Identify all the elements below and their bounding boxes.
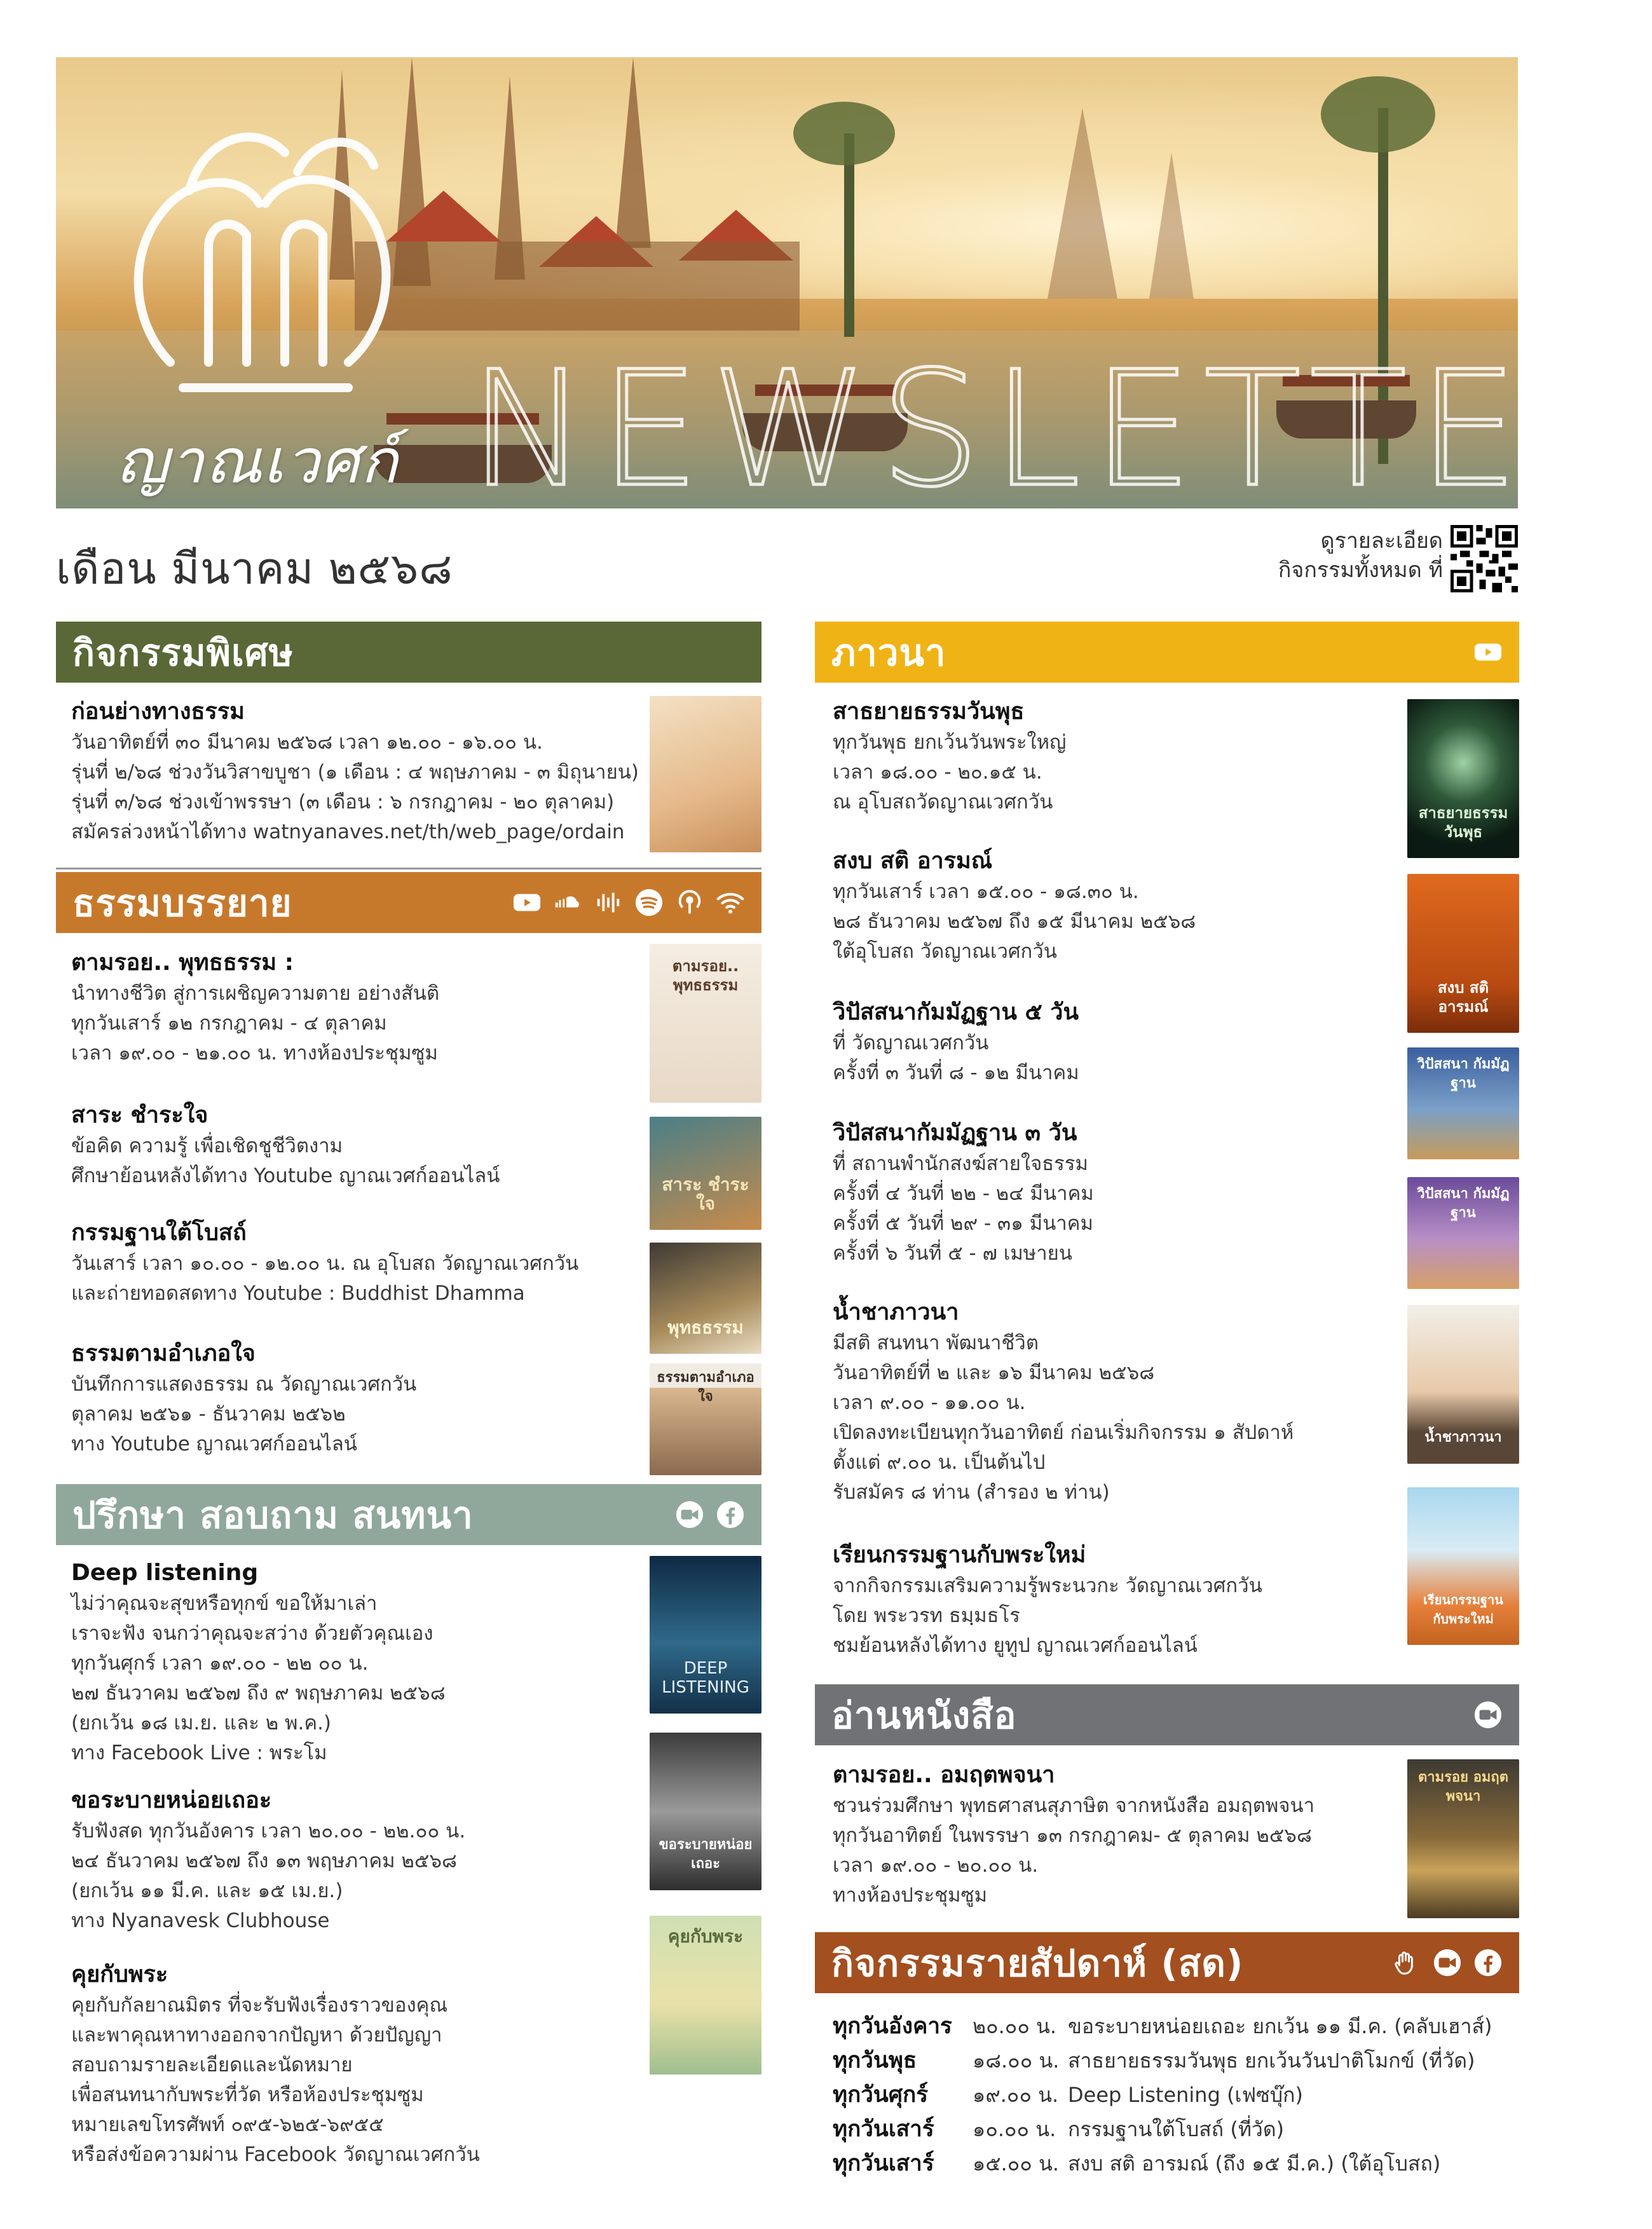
poster-thumbnail[interactable] [650, 1117, 761, 1230]
issue-month: เดือน มีนาคม ๒๕๖๘ [56, 544, 453, 594]
section-title-consult: ปรึกษา สอบถาม สนทนา [72, 1493, 474, 1537]
activity-item [833, 997, 1079, 1088]
logo-wordmark: ญาณเวศก์ [116, 426, 399, 497]
podcast-icon[interactable] [675, 888, 704, 917]
schedule-time: ๑๐.๐๐ น. [973, 2117, 1056, 2141]
item-line: ที่ วัดญาณเวศกวัน [833, 1032, 989, 1054]
poster-thumbnail[interactable] [1407, 1487, 1519, 1645]
item-line: ใต้อุโบสถ วัดญาณเวศกวัน [833, 940, 1057, 963]
item-title: วิปัสสนากัมมัฏฐาน ๕ วัน [833, 999, 1079, 1025]
item-line: ตุลาคม ๒๕๖๑ - ธันวาคม ๒๕๖๒ [71, 1403, 346, 1426]
item-line: คุยกับกัลยาณมิตร ที่จะรับฟังเรื่องราวของคุณ [71, 1994, 448, 2017]
activity-item [71, 1959, 480, 2170]
schedule-row [833, 2146, 1519, 2180]
schedule-activity: Deep Listening (เฟซบุ๊ก) [1068, 2083, 1304, 2107]
item-line: ไม่ว่าคุณจะสุขหรือทุกข์ ขอให้มาเล่า [71, 1592, 378, 1615]
item-line: เวลา ๑๙.๐๐ - ๒๑.๐๐ น. ทางห้องประชุมซูม [71, 1042, 438, 1065]
item-line: ทุกวันเสาร์ ๑๒ กรกฎาคม - ๔ ตุลาคม [71, 1012, 387, 1035]
item-line: เวลา ๑๙.๐๐ - ๒๐.๐๐ น. [833, 1854, 1039, 1877]
section-title-weekly: กิจกรรมรายสัปดาห์ (สด) [831, 1941, 1244, 1985]
item-title: ธรรมตามอำเภอใจ [71, 1340, 256, 1367]
item-title: Deep listening [71, 1560, 259, 1586]
item-line: เพื่อสนทนากับพระที่วัด หรือห้องประชุมซูม [71, 2083, 424, 2106]
schedule-day: ทุกวันพุธ [833, 2048, 917, 2073]
item-line: ทุกวันอาทิตย์ ในพรรษา ๑๓ กรกฎาคม- ๕ ตุลาคม ๒๕๖๘ [833, 1824, 1312, 1847]
poster-label: สาระ ชำระใจ [662, 1174, 749, 1214]
item-title: เรียนกรรมฐานกับพระใหม่ [833, 1542, 1086, 1568]
activity-item [833, 1539, 1262, 1661]
item-line: เราจะฟัง จนกว่าคุณจะสว่าง ด้วยตัวคุณเอง [71, 1622, 433, 1645]
soundcloud-icon[interactable] [553, 888, 582, 917]
poster-thumbnail[interactable] [650, 1556, 761, 1714]
item-title: สาระ ชำระใจ [71, 1102, 208, 1128]
poster-label: วิปัสสนา กัมมัฏฐาน [1417, 1056, 1510, 1091]
schedule-day: ทุกวันเสาร์ [833, 2151, 934, 2176]
poster-thumbnail[interactable] [650, 1243, 761, 1354]
item-title: น้ำชาภาวนา [833, 1299, 959, 1325]
schedule-time: ๑๘.๐๐ น. [973, 2048, 1060, 2073]
poster-thumbnail[interactable] [1407, 1305, 1519, 1464]
item-line: วันเสาร์ เวลา ๑๐.๐๐ - ๑๒.๐๐ น. ณ อุโบสถ วัดญาณเวศกวัน [71, 1252, 579, 1275]
poster-thumbnail[interactable] [650, 696, 761, 852]
poster-thumbnail[interactable] [650, 1916, 761, 2075]
schedule-activity: สาธยายธรรมวันพุธ ยกเว้นวันปาติโมกข์ (ที่วัด) [1068, 2048, 1475, 2073]
wifi-icon[interactable] [716, 888, 745, 917]
item-line: ที่ สถานพำนักสงฆ์สายใจธรรม [833, 1152, 1088, 1175]
weekly-schedule [833, 2008, 1519, 2180]
activity-item [71, 1100, 500, 1191]
poster-label: สงบ สติ อารมณ์ [1437, 979, 1489, 1016]
item-line: ทาง Facebook Live : พระโม [71, 1742, 327, 1764]
poster-thumbnail[interactable] [1407, 874, 1519, 1033]
item-line: ครั้งที่ ๖ วันที่ ๕ - ๗ เมษายน [833, 1242, 1072, 1265]
schedule-time: ๑๕.๐๐ น. [973, 2151, 1059, 2176]
schedule-activity: กรรมฐานใต้โบสถ์ (ที่วัด) [1068, 2117, 1285, 2141]
item-line: ๒๗ ธันวาคม ๒๕๖๗ ถึง ๙ พฤษภาคม ๒๕๖๘ [71, 1682, 446, 1705]
poster-thumbnail[interactable] [650, 944, 761, 1103]
palm-leaves [793, 102, 895, 165]
item-line: หมายเลขโทรศัพท์ ๐๙๕-๖๒๕-๖๙๕๕ [71, 2113, 384, 2136]
item-line: ชวนร่วมศึกษา พุทธศาสนสุภาษิต จากหนังสือ อมฤตพจนา [833, 1794, 1315, 1817]
poster-label: คุยกับพระ [667, 1926, 744, 1947]
youtube-icon[interactable] [512, 888, 542, 917]
channel-icons [512, 872, 745, 933]
item-line: และพาคุณหาทางออกจากปัญหา ด้วยปัญญา [71, 2024, 442, 2047]
section-title-special: กิจกรรมพิเศษ [72, 631, 294, 674]
activity-item [833, 696, 1066, 817]
activity-item [71, 947, 439, 1068]
video-camera-icon[interactable] [1433, 1948, 1462, 1977]
item-line: เวลา ๙.๐๐ - ๑๑.๐๐ น. [833, 1391, 1026, 1414]
schedule-day: ทุกวันเสาร์ [833, 2117, 934, 2142]
item-line: เวลา ๑๘.๐๐ - ๒๐.๑๕ น. [833, 761, 1042, 784]
item-line: สอบถามรายละเอียดและนัดหมาย [71, 2054, 353, 2076]
poster-label: สาธยายธรรม วันพุธ [1418, 804, 1508, 841]
item-line: วันอาทิตย์ที่ ๒ และ ๑๖ มีนาคม ๒๕๖๘ [833, 1361, 1155, 1384]
item-line: ณ อุโบสถวัดญาณเวศกวัน [833, 791, 1053, 814]
newsletter-banner [56, 57, 1652, 522]
item-line: ครั้งที่ ๔ วันที่ ๒๒ - ๒๔ มีนาคม [833, 1182, 1094, 1205]
activity-item [71, 1785, 465, 1936]
item-line: โดย พระวรท ธมฺมธโร [833, 1604, 1020, 1627]
item-line: ทุกวันศุกร์ เวลา ๑๙.๐๐ - ๒๒ ๐๐ น. [71, 1652, 369, 1675]
activity-item [833, 1759, 1314, 1911]
section-header-dhamma-talks [56, 872, 761, 933]
schedule-row [833, 2043, 1519, 2077]
item-line: (ยกเว้น ๑๑ มี.ค. และ ๑๕ เม.ย.) [71, 1879, 343, 1902]
poster-thumbnail[interactable] [1407, 1759, 1519, 1918]
item-line: รับฟังสด ทุกวันอังคาร เวลา ๒๐.๐๐ - ๒๒.๐๐ น. [71, 1820, 466, 1843]
item-line: มีสติ สนทนา พัฒนาชีวิต [833, 1332, 1039, 1354]
item-title: กรรมฐานใต้โบสถ์ [71, 1220, 247, 1246]
item-line: เปิดลงทะเบียนทุกวันอาทิตย์ ก่อนเริ่มกิจกรรม ๑ สัปดาห์ [833, 1421, 1294, 1444]
poster-label: ตามรอย.. พุทธธรรม [672, 957, 739, 994]
schedule-time: ๒๐.๐๐ น. [973, 2014, 1057, 2038]
podcast-wave-icon[interactable] [594, 888, 623, 917]
item-line: สมัครล่วงหน้าได้ทาง watnyanaves.net/th/web_page/ordain [71, 821, 625, 843]
activity-item [71, 1557, 446, 1768]
item-line: รุ่นที่ ๒/๖๘ ช่วงวันวิสาขบูชา (๑ เดือน : ๔ พฤษภาคม - ๓ มิถุนายน) [71, 761, 639, 784]
section-title-reading: อ่านหนังสือ [831, 1693, 1017, 1737]
poster-label: ขอระบายหน่อยเถอะ [659, 1837, 753, 1872]
schedule-row [833, 2077, 1519, 2111]
item-title: ก่อนย่างทางธรรม [71, 699, 245, 725]
item-line: ศึกษาย้อนหลังได้ทาง Youtube ญาณเวศก์ออนไลน์ [71, 1164, 500, 1187]
qr-note-line1: ดูรายละเอียด [1320, 528, 1443, 554]
qr-note [1278, 526, 1443, 585]
activity-item [71, 696, 639, 847]
poster-label: DEEP LISTENING [662, 1659, 749, 1697]
section-header-special [56, 622, 761, 683]
item-line: (ยกเว้น ๑๘ เม.ย. และ ๒ พ.ค.) [71, 1712, 332, 1735]
poster-thumbnail[interactable] [1407, 699, 1519, 858]
section-title-bhavana: ภาวนา [831, 631, 946, 674]
item-title: ขอระบายหน่อยเถอะ [71, 1787, 272, 1813]
item-line: ข้อคิด ความรู้ เพื่อเชิดชูชีวิตงาม [71, 1135, 343, 1157]
video-camera-icon[interactable] [1473, 1700, 1503, 1729]
qr-note-line2: กิจกรรมทั้งหมด ที่ [1278, 557, 1443, 583]
item-line: ทุกวันพุธ ยกเว้นวันพระใหญ่ [833, 731, 1067, 754]
palm-leaves [1321, 76, 1435, 153]
item-line: รับสมัคร ๘ ท่าน (สำรอง ๒ ท่าน) [833, 1481, 1110, 1504]
item-line: และถ่ายทอดสดทาง Youtube : Buddhist Dhamma [71, 1282, 525, 1305]
activity-item [833, 845, 1196, 967]
section-header-weekly [815, 1932, 1519, 1993]
item-line: ทาง Youtube ญาณเวศก์ออนไลน์ [71, 1433, 357, 1455]
item-line: ๒๘ ธันวาคม ๒๕๖๗ ถึง ๑๕ มีนาคม ๒๕๖๘ [833, 910, 1196, 933]
item-line: วันอาทิตย์ที่ ๓๐ มีนาคม ๒๕๖๘ เวลา ๑๒.๐๐ - ๑๖.๐๐ น. [71, 731, 543, 754]
item-line: ครั้งที่ ๓ วันที่ ๘ - ๑๒ มีนาคม [833, 1061, 1079, 1084]
item-line: ทุกวันเสาร์ เวลา ๑๕.๐๐ - ๑๘.๓๐ น. [833, 880, 1139, 903]
schedule-time: ๑๙.๐๐ น. [973, 2083, 1059, 2107]
activity-item [833, 1297, 1294, 1508]
item-line: บันทึกการแสดงธรรม ณ วัดญาณเวศกวัน [71, 1373, 417, 1396]
item-title: สงบ สติ อารมณ์ [833, 848, 993, 874]
item-title: ตามรอย.. พุทธธรรม : [71, 950, 294, 976]
activity-item [71, 1338, 416, 1459]
activity-item [71, 1217, 578, 1309]
video-camera-icon[interactable] [675, 1500, 704, 1529]
schedule-activity: ขอระบายหน่อยเถอะ ยกเว้น ๑๑ มี.ค. (คลับเฮาส์) [1068, 2014, 1492, 2038]
channel-icons [1473, 1684, 1503, 1745]
facebook-icon[interactable] [1473, 1948, 1503, 1977]
poster-thumbnail[interactable] [650, 1733, 761, 1890]
item-line: ทาง Nyanavesk Clubhouse [71, 1909, 330, 1932]
schedule-row [833, 2111, 1519, 2146]
item-title: สาธยายธรรมวันพุธ [833, 699, 1025, 725]
section-divider [56, 868, 761, 869]
channel-icons [1392, 1932, 1503, 1993]
poster-thumbnail[interactable] [1407, 1177, 1519, 1289]
item-line: รุ่นที่ ๓/๖๘ ช่วงเข้าพรรษา (๓ เดือน : ๖ กรกฎาคม - ๒๐ ตุลาคม) [71, 791, 615, 814]
facebook-icon[interactable] [716, 1500, 745, 1529]
schedule-day: ทุกวันอังคาร [833, 2014, 952, 2039]
poster-label: วิปัสสนา กัมมัฏฐาน [1417, 1186, 1510, 1221]
item-line: นำทางชีวิต สู่การเผชิญความตาย อย่างสันติ [71, 982, 440, 1005]
youtube-icon[interactable] [1473, 637, 1503, 667]
nyanaves-logo-icon [94, 95, 425, 413]
item-line: ทางห้องประชุมซูม [833, 1884, 988, 1907]
item-line: จากกิจกรรมเสริมความรู้พระนวกะ วัดญาณเวศกวัน [833, 1574, 1262, 1597]
activity-item [833, 1117, 1094, 1269]
poster-label: น้ำชาภาวนา [1424, 1429, 1502, 1445]
poster-label: ธรรมตามอำเภอใจ [657, 1370, 754, 1405]
clubhouse-hand-icon[interactable] [1392, 1948, 1421, 1977]
spotify-icon[interactable] [634, 888, 664, 917]
section-header-consult [56, 1484, 761, 1545]
item-title: คุยกับพระ [71, 1961, 168, 1987]
item-line: ชมย้อนหลังได้ทาง ยูทูป ญาณเวศก์ออนไลน์ [833, 1634, 1198, 1657]
item-line: ๒๔ ธันวาคม ๒๕๖๗ ถึง ๑๓ พฤษภาคม ๒๕๖๘ [71, 1850, 457, 1872]
section-header-reading [815, 1684, 1519, 1745]
poster-label: ตามรอย อมฤตพจนา [1417, 1769, 1509, 1804]
qr-code-icon[interactable] [1451, 525, 1518, 592]
poster-label: เรียนกรรมฐาน กับพระใหม่ [1423, 1592, 1503, 1626]
item-line: หรือส่งข้อความผ่าน Facebook วัดญาณเวศกวัน [71, 2143, 480, 2166]
poster-label: พุทธธรรม [667, 1317, 744, 1338]
item-title: ตามรอย.. อมฤตพจนา [833, 1762, 1055, 1788]
schedule-activity: สงบ สติ อารมณ์ (ถึง ๑๕ มี.ค.) (ใต้อุโบสถ) [1068, 2151, 1441, 2176]
schedule-day: ทุกวันศุกร์ [833, 2082, 929, 2108]
channel-icons [1473, 622, 1503, 683]
channel-icons [675, 1484, 745, 1545]
item-line: ตั้งแต่ ๙.๐๐ น. เป็นต้นไป [833, 1451, 1046, 1474]
item-line: ครั้งที่ ๕ วันที่ ๒๙ - ๓๑ มีนาคม [833, 1212, 1093, 1235]
section-header-bhavana [815, 622, 1519, 683]
section-title-dhamma: ธรรมบรรยาย [72, 881, 292, 925]
schedule-row [833, 2008, 1519, 2043]
poster-thumbnail[interactable] [1407, 1047, 1519, 1159]
item-title: วิปัสสนากัมมัฏฐาน ๓ วัน [833, 1120, 1077, 1146]
newsletter-title: NEWSLETTER [469, 337, 1652, 522]
poster-thumbnail[interactable] [650, 1363, 761, 1475]
